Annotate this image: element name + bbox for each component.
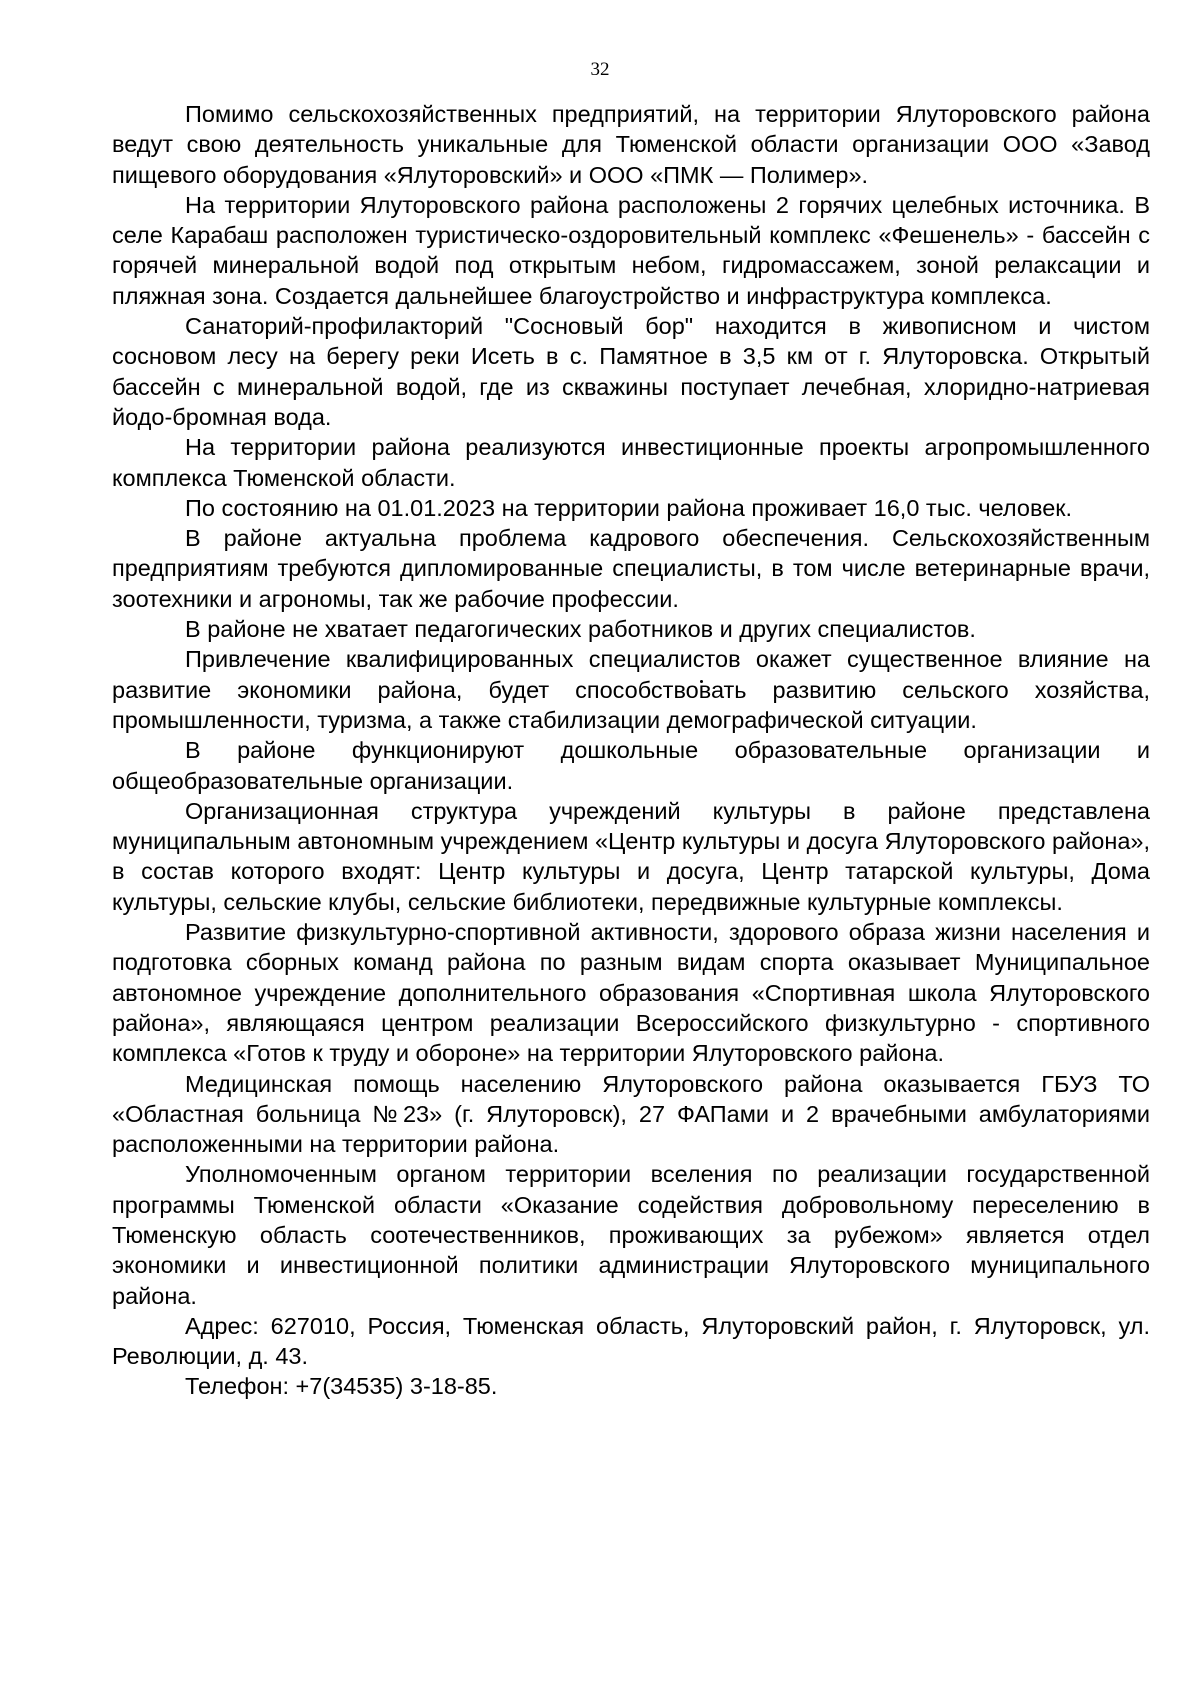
paragraph-authorized-body: Уполномоченным органом территории вселения по реализации государственной программы Тюменской области «Оказание содействия добровольному переселению в Тюменскую область соотечественников, проживающих за рубежом» является отдел экономики и инвестиционной политики администрации Ялуторовского муниципального района. <box>112 1161 1150 1309</box>
paragraph-sanatorium: Санаторий-профилакторий "Сосновый бор" находится в живописном и чистом сосновом лесу на берегу реки Исеть в с. Памятное в 3,5 км от г. Ялуторовска. Открытый бассейн с минеральной водой, где из скважины поступает лечебная, хлоридно-натриевая йодо-бромная вода. <box>112 313 1150 430</box>
paragraph-teachers-shortage: В районе не хватает педагогических работников и других специалистов. <box>185 616 976 643</box>
paragraph-investment-projects: На территории района реализуются инвестиционные проекты агропромышленного комплекса Тюменской области. <box>112 434 1150 491</box>
paragraph-culture: Организационная структура учреждений культуры в районе представлена муниципальным автономным учреждением «Центр культуры и досуга Ялуторовского района», в состав которого входят: Центр культуры и досуга, Центр татарской культуры, Дома культуры, сельские клубы, сельские библиотеки, передвижные культурные комплексы. <box>112 797 1150 915</box>
paragraph-sports: Развитие физкультурно-спортивной активности, здорового образа жизни населения и подготовка сборных команд района по разным видам спорта оказывает Муниципальное автономное учреждение дополнительного образования «Спортивная школа Ялуторовского района», являющаяся центром реализации Всероссийского физкультурно - спортивного комплекса «Готов к труду и обороне» на территории Ялуторовского района. <box>112 919 1150 1067</box>
paragraph-phone: Телефон: +7(34535) 3-18-85. <box>185 1373 498 1400</box>
paragraph-address: Адрес: 627010, Россия, Тюменская область, Ялуторовский район, г. Ялуторовск, ул. Революции, д. 43. <box>112 1312 1150 1370</box>
paragraph-population: По состоянию на 01.01.2023 на территории района проживает 16,0 тыс. человек. <box>185 494 1073 521</box>
paragraph-hot-springs: На территории Ялуторовского района расположены 2 горячих целебных источника. В селе Карабаш расположен туристическо-оздоровительный комплекс «Фешенель» - бассейн с горячей минеральной водой под открытым небом, гидромассажем, зоной релаксации и пляжная зона. Создается дальнейшее благоустройство и инфраструктура комплекса. <box>112 191 1150 309</box>
paragraph-education: В районе функционируют дошкольные образовательные организации и общеобразовательные организации. <box>112 737 1150 794</box>
page-number: 32 <box>590 59 610 80</box>
paragraph-medical: Медицинская помощь населению Ялуторовского района оказывается ГБУЗ ТО «Областная больница №23» (г. Ялуторовск), 27 ФАПами и 2 врачебными амбулаториями расположенными на территории района. <box>112 1070 1150 1158</box>
paragraph-enterprises: Помимо сельскохозяйственных предприятий, на территории Ялуторовского района ведут свою деятельность уникальные для Тюменской области организации ООО «Завод пищевого оборудования «Ялуторовский» и ООО «ПМК — Полимер». <box>112 101 1150 188</box>
document-body <box>112 99 1150 1402</box>
paragraph-staffing-problem: В районе актуальна проблема кадрового обеспечения. Сельскохозяйственным предприятиям требуются дипломированные специалисты, в том числе ветеринарные врачи, зоотехники и агрономы, так же рабочие профессии. <box>112 525 1150 612</box>
paragraph-specialists-impact: Привлечение квалифицированных специалистов окажет существенное влияние на развитие экономики района, будет способствовать развитию сельского хозяйства, промышленности, туризма, а также стабилизации демографической ситуации. <box>112 646 1150 733</box>
